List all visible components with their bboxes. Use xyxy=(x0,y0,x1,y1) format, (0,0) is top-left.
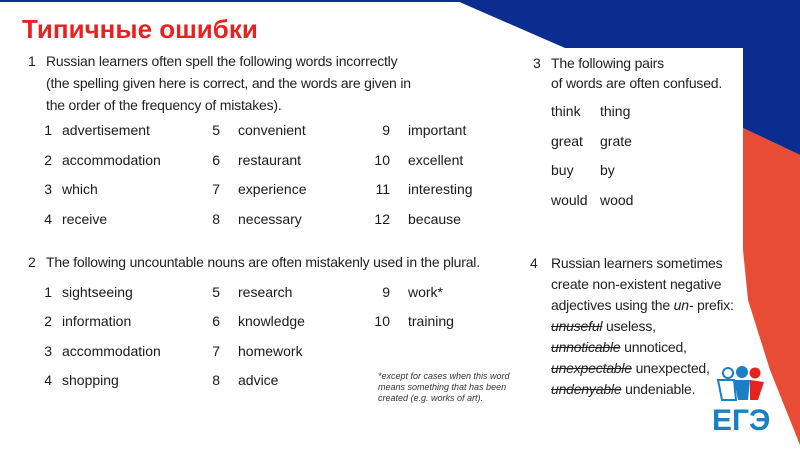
footnote: created (e.g. works of art). xyxy=(378,393,484,403)
footnote: *except for cases when this word xyxy=(378,371,510,381)
wrong-word: undenyable xyxy=(551,381,622,397)
word: restaurant xyxy=(238,152,302,168)
word-number: 6 xyxy=(212,313,220,329)
pair-word: thing xyxy=(600,103,631,119)
word-number: 11 xyxy=(375,181,390,197)
section-number: 3 xyxy=(533,55,541,71)
word-number: 10 xyxy=(374,152,390,168)
adjective-pair xyxy=(551,336,687,358)
top-border xyxy=(0,0,800,2)
pair-word: wood xyxy=(600,191,634,208)
word: accommodation xyxy=(62,152,161,168)
people-icon xyxy=(712,366,774,402)
pair-word: by xyxy=(600,162,615,178)
correct-word: undeniable. xyxy=(625,381,696,397)
word: homework xyxy=(238,343,303,359)
text-part: adjectives using the xyxy=(551,297,674,313)
logo-text: ЕГЭ xyxy=(712,404,771,437)
word-number: 8 xyxy=(212,211,220,227)
word: training xyxy=(408,313,454,329)
word: research xyxy=(238,284,293,300)
word-number: 9 xyxy=(382,122,390,138)
adjective-pair xyxy=(551,315,656,337)
section-text: Russian learners sometimes xyxy=(551,255,723,271)
section-text xyxy=(551,294,734,316)
word-number: 2 xyxy=(44,152,52,168)
word: receive xyxy=(62,211,108,227)
section-text: create non-existent negative xyxy=(551,276,722,292)
word-number: 4 xyxy=(44,372,52,388)
adjective-pair xyxy=(551,357,710,379)
section-text: the order of the frequency of mistakes). xyxy=(46,97,282,113)
wrong-word: unexpectable xyxy=(551,360,632,376)
wrong-word: unnoticable xyxy=(551,339,621,355)
word-number: 9 xyxy=(382,284,390,300)
section-text: of words are often confused. xyxy=(551,75,723,91)
section-number: 1 xyxy=(28,53,36,69)
ege-logo xyxy=(712,366,774,436)
word-number: 5 xyxy=(212,284,220,300)
word: shopping xyxy=(62,372,119,388)
word-number: 3 xyxy=(44,343,52,359)
word-number: 7 xyxy=(212,181,220,197)
word-number: 6 xyxy=(212,152,220,168)
word: interesting xyxy=(408,181,473,197)
pair-word: would xyxy=(551,191,588,208)
adjective-pair xyxy=(551,378,695,400)
word: accommodation xyxy=(62,343,161,359)
wrong-word: unuseful xyxy=(551,318,603,334)
word: important xyxy=(408,122,467,138)
section-number: 2 xyxy=(28,254,36,270)
word-number: 7 xyxy=(212,343,220,359)
word-number: 5 xyxy=(212,122,220,138)
word-number: 1 xyxy=(44,122,52,138)
word-number: 1 xyxy=(44,284,52,300)
pair-word: great xyxy=(551,132,583,149)
word: necessary xyxy=(238,211,302,227)
word: sightseeing xyxy=(62,284,133,300)
word-number: 8 xyxy=(212,372,220,388)
word: work* xyxy=(408,284,444,300)
word: because xyxy=(408,211,461,227)
text-part: prefix: xyxy=(693,297,734,313)
section-text: Russian learners often spell the following words incorrectly xyxy=(46,53,398,69)
section-number: 4 xyxy=(530,255,538,271)
word-number: 10 xyxy=(374,313,390,329)
text-part: un- xyxy=(673,297,694,313)
word-number: 3 xyxy=(44,181,52,197)
footnote: means something that has been xyxy=(378,382,507,392)
correct-word: unnoticed, xyxy=(624,339,687,355)
word: convenient xyxy=(238,122,306,138)
word: information xyxy=(62,313,132,329)
section-text: (the spelling given here is correct, and the words are given in xyxy=(46,75,411,91)
word-number: 2 xyxy=(44,313,52,329)
pair-word: think xyxy=(551,103,581,119)
section-text: The following uncountable nouns are often mistakenly used in the plural. xyxy=(46,254,480,270)
word-number: 12 xyxy=(374,211,390,227)
word: advice xyxy=(238,372,279,388)
pair-word: buy xyxy=(551,162,574,178)
correct-word: unexpected, xyxy=(635,360,710,376)
word-number: 4 xyxy=(44,211,52,227)
word: excellent xyxy=(408,152,464,168)
word: knowledge xyxy=(238,313,305,329)
word: experience xyxy=(238,181,307,197)
pair-word: grate xyxy=(600,132,632,149)
correct-word: useless, xyxy=(606,318,656,334)
word: advertisement xyxy=(62,122,150,138)
page-title: Типичные ошибки xyxy=(22,14,258,44)
section-text: The following pairs xyxy=(551,55,664,71)
word: which xyxy=(62,181,98,197)
